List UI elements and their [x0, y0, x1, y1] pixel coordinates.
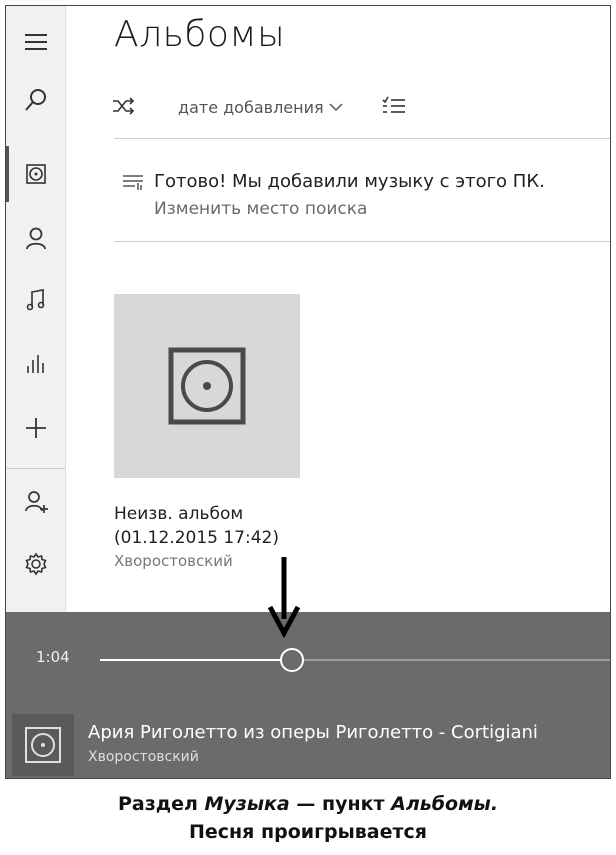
equalizer-icon: [23, 351, 49, 377]
checklist-icon: [382, 96, 406, 116]
album-name: [114, 502, 304, 550]
account-button[interactable]: [6, 476, 66, 528]
music-added-notice: [114, 138, 611, 242]
track-art[interactable]: [12, 714, 74, 776]
seek-bar[interactable]: [100, 659, 611, 661]
shuffle-all-button[interactable]: [108, 90, 140, 122]
sidebar-divider: [6, 468, 66, 469]
caption-line2: Песня проигрывается: [188, 821, 427, 843]
track-title[interactable]: Ария Риголетто из оперы Риголетто - Cortigiani: [88, 722, 538, 743]
app-window: [5, 5, 611, 779]
sidebar-item-songs[interactable]: [6, 274, 66, 326]
music-note-icon: [23, 287, 49, 313]
shuffle-icon: [112, 96, 136, 116]
search-icon: [23, 87, 49, 113]
album-placeholder-icon: [168, 347, 246, 425]
album-artist: Хворостовский: [114, 552, 233, 570]
annotation-arrow-icon: [262, 555, 306, 639]
figure-caption: [0, 790, 616, 846]
add-person-icon: [23, 489, 49, 515]
plus-icon: [23, 415, 49, 441]
sort-label: дате добавления: [178, 97, 324, 117]
current-time: 1:04: [36, 648, 70, 666]
page-title: Альбомы: [114, 14, 286, 55]
search-button[interactable]: [6, 74, 66, 126]
playlist-icon: [122, 173, 144, 191]
select-button[interactable]: [378, 90, 410, 122]
settings-button[interactable]: [6, 538, 66, 590]
notice-title: Готово! Мы добавили музыку с этого ПК.: [154, 171, 545, 192]
album-art: [114, 294, 300, 478]
seek-progress: [100, 659, 292, 661]
caption-line1: [0, 790, 616, 818]
sort-dropdown[interactable]: [178, 94, 344, 120]
album-placeholder-icon: [24, 726, 62, 764]
caption-middle: — пункт: [289, 793, 392, 815]
hamburger-icon: [23, 29, 49, 55]
gear-icon: [23, 551, 49, 577]
sidebar-item-albums[interactable]: [6, 148, 66, 200]
sidebar: [6, 6, 66, 612]
seek-thumb[interactable]: [280, 648, 304, 672]
chevron-down-icon: [328, 101, 344, 113]
change-search-location-link[interactable]: Изменить место поиска: [154, 199, 368, 219]
main-content: [66, 6, 611, 612]
album-name-line2: (01.12.2015 17:42): [114, 528, 279, 548]
album-icon: [23, 161, 49, 187]
sidebar-item-artists[interactable]: [6, 212, 66, 264]
caption-item: Альбомы.: [391, 793, 499, 815]
album-name-line1: Неизв. альбом: [114, 504, 244, 524]
person-icon: [23, 225, 49, 251]
new-playlist-button[interactable]: [6, 402, 66, 454]
now-playing-bar: [6, 612, 611, 779]
hamburger-menu-button[interactable]: [6, 16, 66, 68]
sidebar-item-now-playing[interactable]: [6, 338, 66, 390]
track-artist[interactable]: Хворостовский: [88, 749, 199, 765]
caption-prefix: Раздел: [117, 793, 205, 815]
album-tile[interactable]: [114, 294, 304, 570]
caption-section: Музыка: [204, 793, 290, 815]
